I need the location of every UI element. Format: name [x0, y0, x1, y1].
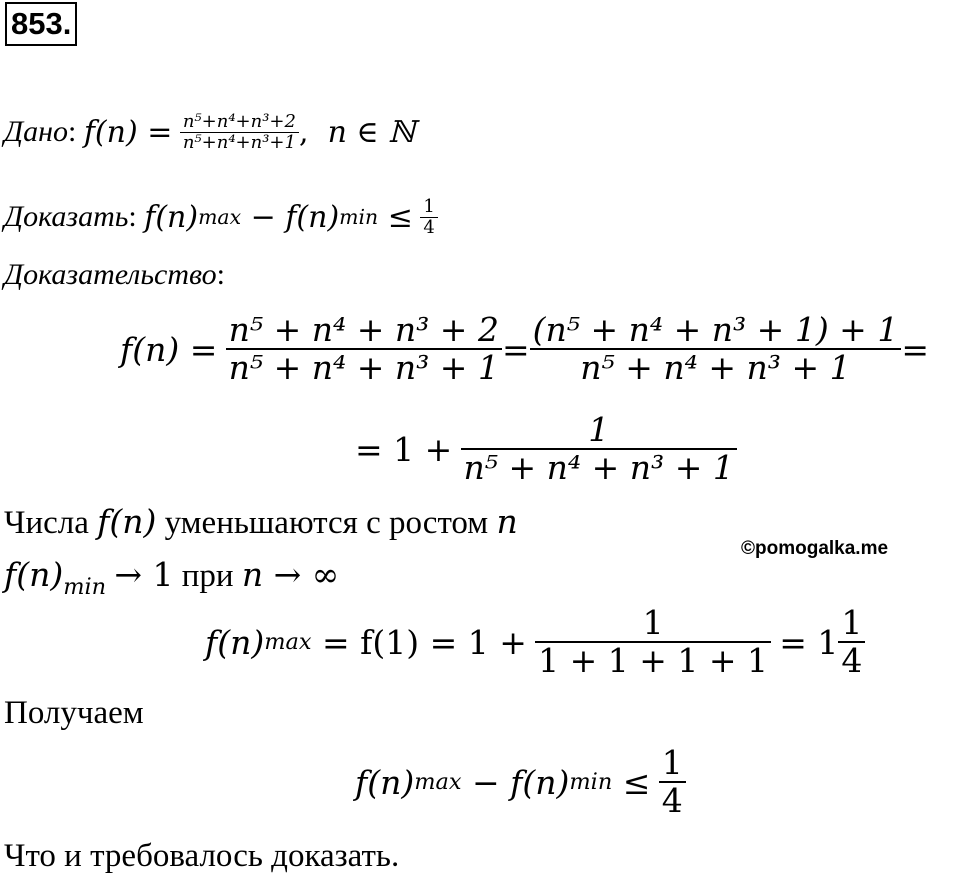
final-minus-expr: − f(n): [472, 762, 570, 802]
eq1-f2-denominator: n⁵ + n⁴ + n³ + 1: [580, 348, 851, 388]
min-limit: n → ∞: [241, 555, 340, 594]
equation-1: [120, 312, 929, 387]
final-fraction-denominator: 4: [661, 781, 683, 821]
equation-2: [355, 412, 737, 487]
eq1-fraction-2: [530, 312, 902, 387]
min-sub: min: [63, 573, 107, 600]
prove-leq: ≤: [387, 199, 413, 235]
prove-sub-max: max: [198, 205, 242, 230]
given-function: f(n) =: [83, 114, 173, 150]
eq2-denominator: n⁵ + n⁴ + n³ + 1: [463, 448, 734, 488]
prove-fraction-denominator: 4: [423, 216, 435, 238]
max-fraction-numerator: 1: [642, 603, 664, 642]
final-sub-max: max: [414, 769, 462, 796]
equation-max: [205, 605, 865, 680]
watermark: ©pomogalka.me: [741, 538, 889, 559]
max-mixed-numerator: 1: [841, 603, 863, 642]
final-expr-1: f(n): [355, 762, 415, 802]
eq2-lhs: = 1 +: [355, 429, 453, 469]
min-text: при: [181, 558, 234, 594]
max-fraction: [535, 605, 771, 680]
eq1-tail-equals: =: [901, 329, 929, 369]
given-fraction-numerator: n⁵+n⁴+n³+2: [182, 111, 296, 132]
max-mixed-denominator: 4: [841, 641, 863, 681]
given-domain: n ∈ ℕ: [327, 114, 416, 150]
min-expr: f(n): [4, 555, 64, 594]
min-arrow: → 1: [114, 555, 174, 594]
prove-expr: f(n): [144, 199, 199, 235]
final-leq: ≤: [622, 762, 651, 802]
prove-line: Доказать : f(n) max − f(n) min ≤ $\frac{1}{4}$: [4, 197, 438, 238]
proof-label: Доказательство: [4, 258, 217, 291]
prove-label: Доказать: [4, 200, 129, 234]
decrease-text-1: Числа: [4, 505, 89, 541]
max-sub: max: [264, 629, 312, 656]
final-fraction-numerator: 1: [661, 743, 683, 782]
final-inequality: [355, 745, 686, 820]
prove-fraction-numerator: 1: [423, 196, 435, 217]
eq2-fraction: [461, 412, 737, 487]
final-sub-min: min: [569, 769, 613, 796]
eq1-f2-numerator: (n⁵ + n⁴ + n³ + 1) + 1: [532, 310, 899, 349]
conclusion: Что и требовалось доказать.: [4, 838, 400, 874]
decrease-line: [4, 502, 518, 542]
eq1-equals: =: [501, 329, 530, 369]
max-mid: = f(1) = 1 +: [322, 622, 527, 662]
max-mixed-fraction: [838, 605, 865, 680]
given-label: Дано: [4, 115, 68, 149]
proof-heading: Доказательство:: [4, 258, 225, 291]
decrease-var: n: [496, 502, 518, 541]
eq1-lhs: f(n) =: [120, 329, 218, 369]
given-fraction: [180, 112, 299, 153]
final-fraction: [659, 745, 686, 820]
max-expr: f(n): [205, 622, 265, 662]
eq2-numerator: 1: [588, 410, 610, 449]
max-equals: = 1: [779, 622, 839, 662]
eq1-fraction-1: [226, 312, 502, 387]
prove-sub-min: min: [339, 205, 379, 230]
eq1-f1-numerator: n⁵ + n⁴ + n³ + 2: [228, 310, 499, 349]
given-line: Дано : f(n) = $\frac{\text{n⁵+n⁴+n³+2}}{\text{n⁵+n⁴+n³+1}}$ , n ∈ ℕ: [4, 111, 416, 153]
problem-number: 853.: [5, 2, 77, 46]
given-fraction-denominator: n⁵+n⁴+n³+1: [182, 131, 296, 153]
min-line: [4, 555, 339, 600]
prove-fraction: [420, 197, 437, 238]
obtain-label: Получаем: [4, 695, 144, 731]
decrease-text-2: уменьшаются с ростом: [164, 505, 489, 541]
decrease-expr: f(n): [97, 502, 157, 541]
max-fraction-denominator: 1 + 1 + 1 + 1: [538, 641, 769, 681]
prove-minus-expr: − f(n): [250, 199, 340, 235]
eq1-f1-denominator: n⁵ + n⁴ + n³ + 1: [228, 348, 499, 388]
